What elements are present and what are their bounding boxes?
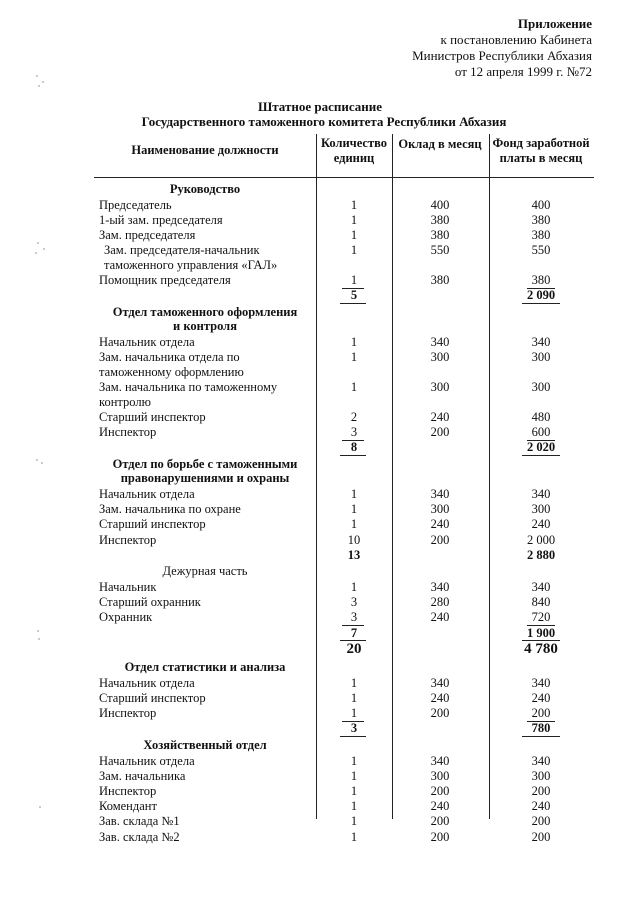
position-name: контролю — [99, 394, 151, 409]
monthly-fund: 720 — [531, 610, 551, 625]
subtotal-fund: 780 — [531, 721, 551, 736]
unit-count: 1 — [350, 273, 358, 287]
unit-count: 1 — [350, 350, 358, 365]
monthly-fund: 240 — [531, 691, 551, 705]
section-heading: Отдел по борьбе с таможенными — [112, 456, 298, 471]
monthly-salary: 200 — [430, 784, 450, 798]
subtotal-fund: 1 900 — [526, 625, 556, 640]
column-header-count-line-2: единиц — [333, 151, 375, 165]
position-name: Зав. склада №1 — [99, 814, 180, 829]
monthly-fund: 380 — [531, 212, 551, 227]
unit-count: 10 — [347, 532, 361, 547]
unit-count: 1 — [350, 768, 358, 783]
appendix-line-1: к постановлению Кабинета — [440, 32, 592, 47]
monthly-fund: 400 — [531, 197, 551, 212]
monthly-salary: 240 — [430, 610, 450, 625]
unit-count: 1 — [350, 243, 358, 258]
position-name: Зам. начальника отдела по — [99, 350, 240, 365]
unit-count: 1 — [350, 691, 358, 705]
subtotal-count: 5 — [350, 288, 358, 303]
unit-count: 1 — [350, 580, 358, 594]
appendix-line-2: Министров Республики Абхазия — [412, 48, 592, 63]
monthly-fund: 200 — [531, 784, 551, 798]
monthly-fund: 340 — [531, 580, 551, 594]
monthly-fund: 380 — [531, 228, 551, 242]
unit-count: 1 — [350, 753, 358, 768]
position-name: Охранник — [99, 610, 153, 625]
monthly-salary: 340 — [430, 675, 450, 690]
unit-count: 3 — [350, 425, 358, 439]
monthly-fund: 550 — [531, 243, 551, 258]
monthly-fund: 300 — [531, 502, 551, 517]
position-name: Старший инспектор — [99, 517, 206, 532]
position-name: Инспектор — [99, 706, 157, 721]
monthly-fund: 340 — [531, 487, 551, 501]
position-name: Зам. начальника по таможенному — [99, 380, 278, 394]
column-header-fund-line-2: платы в месяц — [499, 151, 583, 165]
monthly-salary: 200 — [430, 829, 450, 844]
position-name: Зам. начальника по охране — [99, 502, 241, 517]
section-heading: Отдел таможенного оформления — [112, 304, 298, 319]
monthly-salary: 300 — [430, 380, 450, 394]
subtotal-fund: 2 020 — [526, 440, 556, 455]
monthly-salary: 380 — [430, 212, 450, 227]
position-name: Инспектор — [99, 425, 157, 439]
monthly-fund: 300 — [531, 350, 551, 365]
unit-count: 1 — [350, 197, 358, 212]
subtotal-fund: 2 880 — [526, 547, 556, 562]
unit-count: 1 — [350, 335, 358, 349]
monthly-salary: 340 — [430, 753, 450, 768]
monthly-salary: 300 — [430, 350, 450, 365]
section-heading: Отдел статистики и анализа — [124, 660, 286, 675]
monthly-fund: 240 — [531, 799, 551, 814]
subtotal-fund-rule — [522, 736, 560, 737]
subtotal-count-rule — [340, 455, 366, 456]
position-name: 1-ый зам. председателя — [99, 212, 223, 227]
unit-count: 1 — [350, 784, 358, 798]
column-header-count-line-1: Количество — [320, 136, 388, 150]
subtotal-count: 7 — [350, 625, 358, 640]
monthly-salary: 300 — [430, 502, 450, 517]
monthly-salary: 380 — [430, 273, 450, 287]
monthly-fund: 600 — [531, 425, 551, 439]
section-heading: правонарушениями и охраны — [120, 471, 290, 486]
position-name: Старший инспектор — [99, 409, 206, 424]
unit-count: 2 — [350, 409, 358, 424]
unit-count: 3 — [350, 595, 358, 610]
position-name: Начальник отдела — [99, 675, 195, 690]
monthly-salary: 400 — [430, 197, 450, 212]
subtotal-count: 3 — [350, 721, 358, 736]
appendix-line-3: от 12 апреля 1999 г. №72 — [454, 64, 592, 79]
unit-count: 1 — [350, 380, 358, 394]
monthly-salary: 200 — [430, 532, 450, 547]
unit-count: 1 — [350, 487, 358, 501]
unit-count: 1 — [350, 829, 358, 844]
document-title-line-2: Государственного таможенного комитета Республики Абхазия — [141, 114, 507, 129]
monthly-fund: 480 — [531, 409, 551, 424]
monthly-salary: 280 — [430, 595, 450, 610]
monthly-fund: 2 000 — [526, 532, 556, 547]
position-name: Зам. начальника — [99, 768, 186, 783]
monthly-salary: 200 — [430, 814, 450, 829]
column-header-salary: Оклад в месяц — [398, 137, 482, 151]
unit-count: 1 — [350, 706, 358, 721]
unit-count: 3 — [350, 610, 358, 625]
monthly-salary: 380 — [430, 228, 450, 242]
position-name: Начальник отдела — [99, 335, 195, 349]
position-name: таможенного управления «ГАЛ» — [104, 257, 278, 272]
monthly-salary: 340 — [430, 487, 450, 501]
column-header-fund-line-1: Фонд заработной — [492, 136, 590, 150]
monthly-fund: 200 — [531, 706, 551, 721]
unit-count: 1 — [350, 502, 358, 517]
unit-count: 1 — [350, 228, 358, 242]
monthly-fund: 340 — [531, 753, 551, 768]
monthly-fund: 200 — [531, 829, 551, 844]
position-name: Старший охранник — [99, 595, 201, 610]
column-header-position: Наименование должности — [131, 143, 279, 157]
position-name: Председатель — [99, 197, 172, 212]
monthly-salary: 200 — [430, 425, 450, 439]
appendix-title: Приложение — [517, 16, 592, 31]
monthly-fund: 200 — [531, 814, 551, 829]
monthly-salary: 240 — [430, 517, 450, 532]
monthly-fund: 340 — [531, 675, 551, 690]
position-name: таможенному оформлению — [99, 364, 244, 379]
monthly-salary: 240 — [430, 409, 450, 424]
subtotal-count: 13 — [347, 547, 361, 562]
section-heading: Дежурная часть — [162, 564, 248, 579]
subtotal-count: 8 — [350, 440, 358, 455]
position-name: Начальник отдела — [99, 753, 195, 768]
section-heading: Хозяйственный отдел — [143, 738, 267, 752]
subtotal-count-rule — [340, 736, 366, 737]
unit-count: 1 — [350, 517, 358, 532]
position-name: Помощник председателя — [99, 273, 231, 287]
position-name: Старший инспектор — [99, 691, 206, 705]
monthly-salary: 240 — [430, 799, 450, 814]
monthly-fund: 300 — [531, 380, 551, 394]
position-name: Начальник отдела — [99, 487, 195, 501]
grand-total-count: 20 — [346, 641, 362, 658]
position-name: Начальник — [99, 580, 157, 594]
monthly-salary: 340 — [430, 580, 450, 594]
monthly-fund: 380 — [531, 273, 551, 287]
position-name: Зав. склада №2 — [99, 829, 180, 844]
monthly-salary: 340 — [430, 335, 450, 349]
document-title-line-1: Штатное расписание — [257, 99, 383, 114]
grand-total-fund: 4 780 — [524, 641, 558, 658]
unit-count: 1 — [350, 675, 358, 690]
subtotal-fund-rule — [522, 303, 560, 304]
position-name: Зам. председателя — [99, 228, 196, 242]
subtotal-fund: 2 090 — [526, 288, 556, 303]
monthly-salary: 240 — [430, 691, 450, 705]
unit-count: 1 — [350, 799, 358, 814]
monthly-fund: 840 — [531, 595, 551, 610]
monthly-salary: 200 — [430, 706, 450, 721]
monthly-fund: 340 — [531, 335, 551, 349]
subtotal-fund-rule — [522, 455, 560, 456]
position-name: Комендант — [99, 799, 157, 814]
position-name: Инспектор — [99, 532, 157, 547]
section-heading: и контроля — [173, 319, 237, 334]
position-name: Зам. председателя-начальник — [104, 243, 260, 258]
position-name: Инспектор — [99, 784, 157, 798]
unit-count: 1 — [350, 814, 358, 829]
monthly-salary: 300 — [430, 768, 450, 783]
subtotal-count-rule — [340, 303, 366, 304]
section-heading: Руководство — [169, 182, 241, 196]
unit-count: 1 — [350, 212, 358, 227]
monthly-fund: 300 — [531, 768, 551, 783]
monthly-fund: 240 — [531, 517, 551, 532]
monthly-salary: 550 — [430, 243, 450, 258]
